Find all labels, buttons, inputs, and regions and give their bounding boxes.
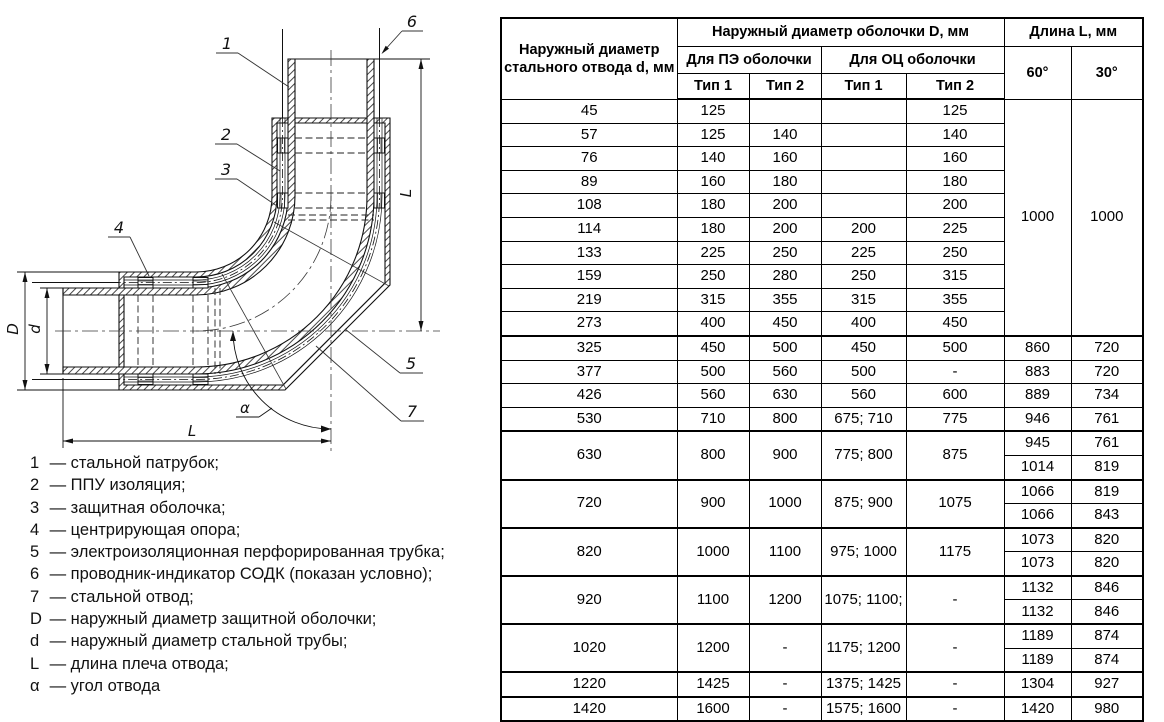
table-row [501,431,1143,455]
table-cell: - [749,672,821,697]
legend-dash: — [45,587,71,606]
table-cell: 500 [677,360,749,384]
legend-item [30,675,445,697]
table-cell: 45 [501,99,677,123]
legend-symbol: 7 [30,587,40,606]
table-cell: 108 [501,194,677,218]
table-cell: 846 [1071,600,1143,624]
table-cell [821,194,906,218]
legend-item [30,608,445,630]
table-cell: - [906,360,1004,384]
legend-symbol: 2 [30,476,40,495]
header-pe-casing: Для ПЭ оболочки [677,47,821,74]
table-row [501,576,1143,600]
table-cell: 315 [821,288,906,312]
legend-item [30,563,445,585]
table-cell: 125 [677,99,749,123]
table-cell: 450 [677,336,749,360]
callout-7: 7 [406,402,418,421]
legend-text: стальной патрубок; [70,454,219,472]
table-cell: 1073 [1004,552,1071,576]
table-row [501,672,1143,697]
table-cell: 315 [906,265,1004,289]
legend-dash: — [45,676,71,695]
table-cell: 843 [1071,504,1143,528]
table-cell: 450 [749,312,821,336]
table-cell: 355 [749,288,821,312]
table-cell: 1575; 1600 [821,697,906,722]
table-cell: 889 [1004,384,1071,408]
legend-item [30,474,445,496]
table-cell: 500 [749,336,821,360]
table-cell: 1066 [1004,480,1071,504]
legend-symbol: 1 [30,454,40,472]
table-cell: 1425 [677,672,749,697]
table-cell: 426 [501,384,677,408]
table-cell: 530 [501,407,677,431]
table-cell: 560 [749,360,821,384]
table-cell [821,99,906,123]
centerlines [55,50,440,452]
table-cell: 1066 [1004,504,1071,528]
table-cell: 820 [1071,528,1143,552]
table-cell: 133 [501,241,677,265]
legend-dash: — [45,454,71,472]
table-cell: 400 [821,312,906,336]
table-cell: 1075; 1100; [821,576,906,624]
header-oc-casing: Для ОЦ оболочки [821,47,1004,74]
legend-dash: — [45,476,71,495]
table-cell: 180 [906,170,1004,194]
legend-symbol: α [30,676,40,695]
table-cell: 761 [1071,431,1143,455]
table-cell: 114 [501,217,677,241]
legend-symbol: 5 [30,543,40,562]
table-cell: 200 [749,217,821,241]
legend-item [30,653,445,675]
spec-table [500,17,1144,722]
legend-text: центрирующая опора; [70,520,241,539]
indicator-wires [32,28,380,380]
table-cell: 1100 [677,576,749,624]
table-cell: 219 [501,288,677,312]
table-cell: 819 [1071,480,1143,504]
header-casing-diameter-group: Наружный диаметр оболочки D, мм [677,18,1004,47]
table-cell: 1189 [1004,648,1071,672]
dim-label-D: D [4,323,22,335]
table-cell: 250 [906,241,1004,265]
table-cell: 250 [821,265,906,289]
table-cell: 900 [749,431,821,479]
header-30deg: 30° [1071,47,1143,100]
table-cell: 819 [1071,455,1143,479]
legend-symbol: D [30,610,42,629]
dim-label-alpha: α [240,399,250,417]
table-cell: 720 [501,480,677,528]
table-cell: 160 [906,147,1004,171]
table-cell: 325 [501,336,677,360]
table-cell: 1100 [749,528,821,576]
table-cell: - [906,672,1004,697]
table-cell: 200 [906,194,1004,218]
table-cell: 875; 900 [821,480,906,528]
table-cell: 377 [501,360,677,384]
table-cell: - [749,624,821,672]
table-cell: 1132 [1004,600,1071,624]
table-cell: 1000 [1071,99,1143,336]
callout-4: 4 [113,218,125,237]
table-cell: 710 [677,407,749,431]
table-cell: 280 [749,265,821,289]
legend-item [30,586,445,608]
header-oc-type2: Тип 2 [906,74,1004,100]
table-cell: 975; 1000 [821,528,906,576]
legend-text: ППУ изоляция; [70,476,186,495]
legend-text: длина плеча отвода; [70,654,229,673]
table-row [501,384,1143,408]
table-cell: 400 [677,312,749,336]
header-length-group: Длина L, мм [1004,18,1143,47]
table-cell: 1189 [1004,624,1071,648]
legend-text: электроизоляционная перфорированная трубка; [70,543,445,562]
legend-item [30,497,445,519]
table-cell: 1220 [501,672,677,697]
callout-2: 2 [220,125,232,144]
table-cell [821,170,906,194]
table-cell: 500 [906,336,1004,360]
table-cell: 1132 [1004,576,1071,600]
table-cell: 450 [906,312,1004,336]
table-cell: 1020 [501,624,677,672]
table-row [501,624,1143,648]
table-cell: 920 [501,576,677,624]
elbow-technical-drawing [0,0,497,455]
legend-item [30,541,445,563]
table-cell: 1200 [677,624,749,672]
table-row [501,99,1143,123]
header-60deg: 60° [1004,47,1071,100]
dim-label-L-bottom: L [187,422,197,440]
header-pe-type2: Тип 2 [749,74,821,100]
hidden-edges [138,138,374,374]
callout-3: 3 [220,160,232,179]
table-cell: 125 [906,99,1004,123]
table-cell: 945 [1004,431,1071,455]
table-cell: 1600 [677,697,749,722]
legend-dash: — [45,654,71,673]
legend-text: наружный диаметр защитной оболочки; [70,610,377,629]
table-cell: 675; 710 [821,407,906,431]
table-cell [821,147,906,171]
table-cell: 180 [677,217,749,241]
table-cell: 900 [677,480,749,528]
table-cell: 125 [677,123,749,147]
table-cell: 883 [1004,360,1071,384]
legend-dash: — [45,632,71,651]
table-cell [821,123,906,147]
table-cell: 57 [501,123,677,147]
table-cell: 1073 [1004,528,1071,552]
steel-pipe [63,59,374,374]
table-cell: 761 [1071,407,1143,431]
table-cell: 225 [906,217,1004,241]
legend-item [30,519,445,541]
table-row [501,480,1143,504]
callout-6: 6 [406,12,418,31]
table-cell: 800 [749,407,821,431]
table-row [501,360,1143,384]
table-cell: 1304 [1004,672,1071,697]
table-cell: 800 [677,431,749,479]
table-cell: 630 [501,431,677,479]
table-cell: 250 [677,265,749,289]
table-cell: 874 [1071,624,1143,648]
table-cell: 1175; 1200 [821,624,906,672]
table-cell: 315 [677,288,749,312]
table-cell: 500 [821,360,906,384]
legend-symbol: d [30,632,40,651]
dim-label-d: d [26,324,44,334]
legend-dash: — [45,565,71,584]
table-cell: 927 [1071,672,1143,697]
table-row [501,336,1143,360]
table-cell: - [906,576,1004,624]
table-cell: 980 [1071,697,1143,722]
table-cell: 1000 [1004,99,1071,336]
table-cell: 630 [749,384,821,408]
table-cell: 225 [821,241,906,265]
header-oc-type1: Тип 1 [821,74,906,100]
legend-item [30,452,445,474]
legend-symbol: 3 [30,498,40,517]
spec-table-body [501,99,1143,721]
table-cell: 560 [677,384,749,408]
table-cell: 76 [501,147,677,171]
table-cell: 200 [821,217,906,241]
legend-symbol: 4 [30,520,40,539]
table-cell: 140 [677,147,749,171]
table-cell: 720 [1071,360,1143,384]
header-steel-diameter: Наружный диаметр стального отвода d, мм [501,18,677,99]
table-cell: 820 [501,528,677,576]
table-cell: - [906,624,1004,672]
table-cell: 250 [749,241,821,265]
header-pe-type1: Тип 1 [677,74,749,100]
table-cell: 946 [1004,407,1071,431]
legend-list [30,452,445,697]
spec-table-header [501,18,1143,99]
legend-text: наружный диаметр стальной трубы; [70,632,348,651]
casing-shell [119,118,390,390]
dim-label-L-right: L [397,188,415,198]
table-cell: 1000 [677,528,749,576]
callout-1: 1 [221,34,233,53]
legend-dash: — [45,543,71,562]
legend-text: стальной отвод; [70,587,194,606]
table-cell: 820 [1071,552,1143,576]
legend-symbol: L [30,654,40,673]
table-cell: 160 [677,170,749,194]
table-cell: 720 [1071,336,1143,360]
table-cell: - [906,697,1004,722]
table-cell: 846 [1071,576,1143,600]
table-cell: 600 [906,384,1004,408]
table-cell: 89 [501,170,677,194]
table-cell: 200 [749,194,821,218]
table-cell: 180 [677,194,749,218]
legend-dash: — [45,520,71,539]
legend-item [30,630,445,652]
table-cell: 1200 [749,576,821,624]
callout-5: 5 [405,354,417,373]
table-cell: 355 [906,288,1004,312]
legend-dash: — [45,498,71,517]
table-cell: 734 [1071,384,1143,408]
legend-text: проводник-индикатор СОДК (показан условно); [70,565,433,584]
legend-symbol: 6 [30,565,40,584]
table-cell: 450 [821,336,906,360]
table-cell: 1420 [1004,697,1071,722]
table-cell: 560 [821,384,906,408]
table-cell: 1375; 1425 [821,672,906,697]
table-cell: 1075 [906,480,1004,528]
table-cell: 140 [749,123,821,147]
table-cell: 160 [749,147,821,171]
legend-text: угол отвода [70,676,161,695]
table-cell: 180 [749,170,821,194]
table-cell: 875 [906,431,1004,479]
table-cell: 775 [906,407,1004,431]
table-cell: - [749,697,821,722]
table-cell: 159 [501,265,677,289]
table-row [501,407,1143,431]
table-cell: 1014 [1004,455,1071,479]
legend-text: защитная оболочка; [70,498,226,517]
table-cell: 860 [1004,336,1071,360]
table-cell [749,99,821,123]
legend-dash: — [45,610,71,629]
table-cell: 140 [906,123,1004,147]
table-cell: 225 [677,241,749,265]
table-cell: 273 [501,312,677,336]
table-row [501,528,1143,552]
table-cell: 1175 [906,528,1004,576]
table-cell: 1420 [501,697,677,722]
table-cell: 874 [1071,648,1143,672]
table-cell: 1000 [749,480,821,528]
table-cell: 775; 800 [821,431,906,479]
